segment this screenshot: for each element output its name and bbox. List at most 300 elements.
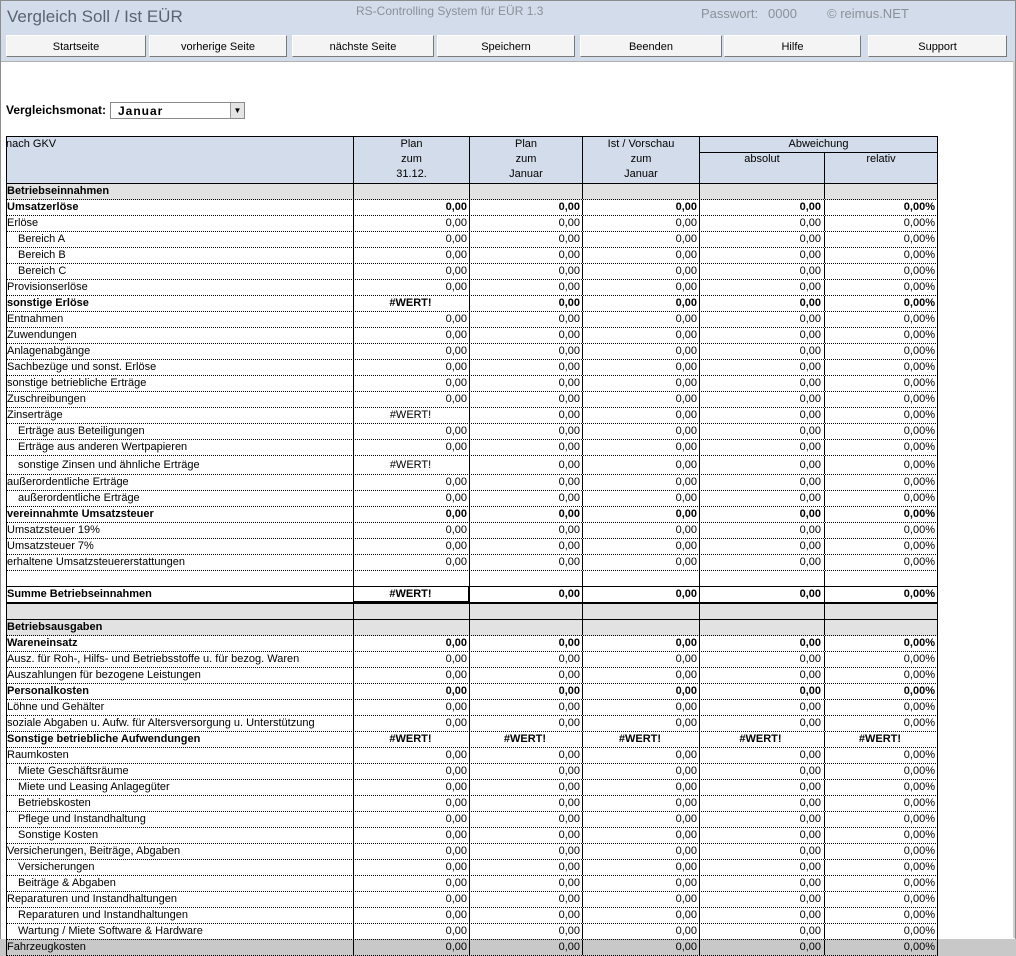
plan-year-cell[interactable]: 0,00	[445, 925, 467, 937]
plan-month-cell[interactable]: 0,00	[558, 717, 580, 729]
deviation-relative-cell[interactable]: 0,00%	[903, 556, 935, 568]
column-divider	[937, 216, 938, 231]
plan-month-cell[interactable]: 0,00	[558, 492, 580, 504]
plan-year-cell[interactable]: #WERT!	[389, 733, 432, 745]
column-divider	[937, 344, 938, 359]
actual-cell[interactable]: 0,00	[675, 377, 697, 389]
plan-month-cell[interactable]: 0,00	[558, 508, 580, 520]
plan-month-cell[interactable]: 0,00	[558, 345, 580, 357]
actual-cell[interactable]: 0,00	[675, 701, 697, 713]
plan-month-cell[interactable]: 0,00	[558, 781, 580, 793]
deviation-relative-cell[interactable]: 0,00%	[903, 281, 935, 293]
plan-year-cell[interactable]: 0,00	[445, 877, 467, 889]
actual-cell[interactable]: 0,00	[675, 653, 697, 665]
deviation-absolute-cell[interactable]: 0,00	[799, 393, 821, 405]
quit-button[interactable]: Beenden	[580, 35, 722, 57]
plan-month-cell[interactable]: 0,00	[558, 313, 580, 325]
deviation-absolute-cell[interactable]: 0,00	[799, 281, 821, 293]
plan-month-cell[interactable]: #WERT!	[503, 733, 547, 745]
plan-month-cell[interactable]: 0,00	[558, 524, 580, 536]
column-divider	[6, 908, 7, 923]
table-row	[6, 392, 938, 408]
deviation-relative-cell[interactable]: 0,00%	[903, 249, 935, 261]
plan-year-cell[interactable]: 0,00	[445, 829, 467, 841]
support-button[interactable]: Support	[868, 35, 1007, 57]
deviation-absolute-cell[interactable]: 0,00	[799, 377, 821, 389]
actual-cell[interactable]: 0,00	[675, 893, 697, 905]
deviation-absolute-cell[interactable]: 0,00	[799, 441, 821, 453]
row-label: Fahrzeugkosten	[7, 941, 86, 953]
actual-cell[interactable]: 0,00	[675, 476, 697, 488]
plan-year-cell[interactable]: 0,00	[445, 556, 467, 568]
column-divider	[937, 248, 938, 263]
plan-month-cell[interactable]: 0,00	[558, 217, 580, 229]
table-row	[6, 456, 938, 475]
table-row	[6, 684, 938, 700]
actual-cell[interactable]: 0,00	[675, 637, 697, 649]
deviation-relative-cell[interactable]: 0,00%	[903, 749, 935, 761]
actual-cell[interactable]: 0,00	[675, 909, 697, 921]
deviation-relative-cell[interactable]: 0,00%	[903, 861, 935, 873]
actual-cell[interactable]: 0,00	[675, 829, 697, 841]
actual-cell[interactable]: 0,00	[675, 781, 697, 793]
deviation-relative-cell[interactable]: 0,00%	[903, 669, 935, 681]
actual-cell[interactable]: 0,00	[675, 265, 697, 277]
deviation-relative-cell[interactable]: 0,00%	[903, 313, 935, 325]
help-button[interactable]: Hilfe	[724, 35, 861, 57]
plan-month-cell[interactable]: 0,00	[558, 281, 580, 293]
plan-month-cell[interactable]: 0,00	[558, 425, 580, 437]
plan-month-cell[interactable]: 0,00	[558, 765, 580, 777]
plan-month-cell[interactable]: 0,00	[558, 441, 580, 453]
deviation-absolute-cell[interactable]: 0,00	[799, 797, 821, 809]
plan-year-cell[interactable]: 0,00	[445, 893, 467, 905]
deviation-relative-cell[interactable]: 0,00%	[903, 540, 935, 552]
deviation-relative-cell[interactable]: 0,00%	[903, 653, 935, 665]
table-row	[6, 892, 938, 908]
plan-year-cell[interactable]: 0,00	[445, 281, 467, 293]
plan-year-cell[interactable]: 0,00	[445, 653, 467, 665]
deviation-absolute-cell[interactable]: 0,00	[799, 637, 821, 649]
table-row	[6, 620, 938, 636]
plan-year-cell[interactable]: 0,00	[445, 329, 467, 341]
actual-cell[interactable]: 0,00	[675, 877, 697, 889]
deviation-absolute-cell[interactable]: 0,00	[799, 893, 821, 905]
actual-cell[interactable]: 0,00	[675, 393, 697, 405]
actual-cell[interactable]: 0,00	[675, 749, 697, 761]
plan-month-cell[interactable]: 0,00	[558, 201, 580, 213]
plan-year-cell[interactable]: #WERT!	[389, 297, 432, 309]
plan-year-cell[interactable]: 0,00	[445, 441, 467, 453]
deviation-relative-cell[interactable]: 0,00%	[903, 377, 935, 389]
plan-year-cell[interactable]: 0,00	[445, 797, 467, 809]
password-value: 0000	[768, 6, 797, 21]
plan-year-cell[interactable]: 0,00	[445, 201, 467, 213]
column-divider	[937, 940, 938, 955]
plan-month-cell[interactable]: 0,00	[558, 669, 580, 681]
actual-cell[interactable]: 0,00	[675, 556, 697, 568]
deviation-absolute-cell[interactable]: 0,00	[799, 701, 821, 713]
deviation-relative-cell[interactable]: 0,00%	[903, 588, 935, 600]
column-divider	[937, 312, 938, 327]
column-divider	[6, 424, 7, 439]
deviation-relative-cell[interactable]: 0,00%	[903, 425, 935, 437]
deviation-absolute-cell[interactable]: 0,00	[799, 813, 821, 825]
deviation-absolute-cell[interactable]: 0,00	[799, 941, 821, 953]
column-divider	[6, 232, 7, 247]
actual-cell[interactable]: 0,00	[675, 717, 697, 729]
actual-cell[interactable]: 0,00	[675, 813, 697, 825]
deviation-absolute-cell[interactable]: 0,00	[799, 845, 821, 857]
header-plan-year-line3: 31.12.	[396, 168, 427, 180]
deviation-absolute-cell[interactable]: 0,00	[799, 829, 821, 841]
plan-year-cell[interactable]: 0,00	[445, 249, 467, 261]
table-row	[6, 216, 938, 232]
plan-year-cell[interactable]: 0,00	[445, 941, 467, 953]
column-divider	[937, 184, 938, 199]
column-divider	[6, 876, 7, 891]
plan-year-cell[interactable]: 0,00	[445, 909, 467, 921]
deviation-relative-cell[interactable]: 0,00%	[903, 877, 935, 889]
previous-page-button[interactable]: vorherige Seite	[149, 35, 287, 57]
plan-year-cell[interactable]: 0,00	[445, 637, 467, 649]
actual-cell[interactable]: 0,00	[675, 765, 697, 777]
plan-year-cell[interactable]: #WERT!	[389, 588, 432, 600]
column-divider	[469, 620, 470, 635]
actual-cell[interactable]: 0,00	[675, 492, 697, 504]
deviation-relative-cell[interactable]: 0,00%	[903, 829, 935, 841]
actual-cell[interactable]: 0,00	[675, 685, 697, 697]
actual-cell[interactable]: 0,00	[675, 361, 697, 373]
deviation-relative-cell[interactable]: 0,00%	[903, 329, 935, 341]
deviation-absolute-cell[interactable]: 0,00	[799, 781, 821, 793]
table-row	[6, 636, 938, 652]
column-divider	[937, 280, 938, 295]
plan-month-cell[interactable]: 0,00	[558, 925, 580, 937]
plan-month-cell[interactable]: 0,00	[558, 249, 580, 261]
actual-cell[interactable]: 0,00	[675, 459, 697, 471]
table-row	[6, 280, 938, 296]
plan-year-cell[interactable]: 0,00	[445, 217, 467, 229]
deviation-absolute-cell[interactable]: 0,00	[799, 233, 821, 245]
column-divider	[6, 924, 7, 939]
plan-year-cell[interactable]: #WERT!	[389, 459, 432, 471]
row-label: Anlagenabgänge	[7, 345, 91, 357]
deviation-absolute-cell[interactable]: 0,00	[799, 540, 821, 552]
header-plan-year-line1: Plan	[400, 138, 423, 150]
startseite-button[interactable]: Startseite	[6, 35, 146, 57]
plan-year-cell[interactable]: 0,00	[445, 540, 467, 552]
plan-month-cell[interactable]: 0,00	[558, 653, 580, 665]
actual-cell[interactable]: #WERT!	[618, 733, 662, 745]
plan-year-cell[interactable]: 0,00	[445, 265, 467, 277]
deviation-relative-cell[interactable]: 0,00%	[903, 233, 935, 245]
deviation-absolute-cell[interactable]: 0,00	[799, 925, 821, 937]
deviation-absolute-cell[interactable]: 0,00	[799, 492, 821, 504]
deviation-relative-cell[interactable]: 0,00%	[903, 459, 935, 471]
header-plan-month-line3: Januar	[509, 168, 543, 180]
column-divider	[469, 184, 470, 199]
deviation-absolute-cell[interactable]: 0,00	[799, 345, 821, 357]
deviation-absolute-cell[interactable]: 0,00	[799, 409, 821, 421]
deviation-absolute-cell[interactable]: 0,00	[799, 861, 821, 873]
month-select[interactable]	[110, 102, 245, 119]
actual-cell[interactable]: 0,00	[675, 217, 697, 229]
header-deviation: Abweichung	[788, 138, 849, 150]
plan-month-cell[interactable]: 0,00	[558, 377, 580, 389]
column-divider	[937, 523, 938, 538]
actual-cell[interactable]: 0,00	[675, 925, 697, 937]
plan-month-cell[interactable]: 0,00	[558, 265, 580, 277]
table-row	[6, 652, 938, 668]
deviation-absolute-cell[interactable]: 0,00	[799, 669, 821, 681]
plan-year-cell[interactable]: 0,00	[445, 845, 467, 857]
row-label: außerordentliche Erträge	[18, 492, 140, 504]
plan-month-cell[interactable]: 0,00	[558, 409, 580, 421]
deviation-relative-cell[interactable]: 0,00%	[903, 845, 935, 857]
actual-cell[interactable]: 0,00	[675, 281, 697, 293]
deviation-relative-cell[interactable]: 0,00%	[903, 345, 935, 357]
plan-month-cell[interactable]: 0,00	[558, 329, 580, 341]
plan-year-cell[interactable]: 0,00	[445, 425, 467, 437]
row-label: Betriebsausgaben	[7, 621, 103, 633]
actual-cell[interactable]: 0,00	[675, 669, 697, 681]
deviation-relative-cell[interactable]: 0,00%	[903, 508, 935, 520]
deviation-absolute-cell[interactable]: 0,00	[799, 476, 821, 488]
row-label: Reparaturen und Instandhaltungen	[18, 909, 189, 921]
plan-month-cell[interactable]: 0,00	[558, 829, 580, 841]
actual-cell[interactable]: 0,00	[675, 861, 697, 873]
plan-month-cell[interactable]: 0,00	[558, 556, 580, 568]
deviation-relative-cell[interactable]: 0,00%	[903, 265, 935, 277]
deviation-absolute-cell[interactable]: 0,00	[799, 765, 821, 777]
deviation-absolute-cell[interactable]: 0,00	[799, 717, 821, 729]
row-label: Erträge aus anderen Wertpapieren	[18, 441, 188, 453]
plan-month-cell[interactable]: 0,00	[558, 797, 580, 809]
plan-month-cell[interactable]: 0,00	[558, 813, 580, 825]
plan-month-cell[interactable]: 0,00	[558, 361, 580, 373]
deviation-absolute-cell[interactable]: 0,00	[799, 459, 821, 471]
table-row	[6, 248, 938, 264]
deviation-absolute-cell[interactable]: #WERT!	[739, 733, 782, 745]
deviation-absolute-cell[interactable]: 0,00	[799, 265, 821, 277]
actual-cell[interactable]: 0,00	[675, 329, 697, 341]
column-divider	[937, 924, 938, 939]
actual-cell[interactable]: 0,00	[675, 425, 697, 437]
deviation-relative-cell[interactable]: 0,00%	[903, 701, 935, 713]
actual-cell[interactable]: 0,00	[675, 508, 697, 520]
column-divider	[353, 571, 354, 586]
deviation-absolute-cell[interactable]: 0,00	[799, 749, 821, 761]
deviation-absolute-cell[interactable]: 0,00	[799, 685, 821, 697]
column-divider	[937, 587, 938, 602]
plan-year-cell[interactable]: #WERT!	[389, 409, 432, 421]
deviation-relative-cell[interactable]: 0,00%	[903, 781, 935, 793]
deviation-relative-cell[interactable]: 0,00%	[903, 524, 935, 536]
actual-cell[interactable]: 0,00	[675, 797, 697, 809]
deviation-absolute-cell[interactable]: 0,00	[799, 877, 821, 889]
deviation-relative-cell[interactable]: 0,00%	[903, 409, 935, 421]
deviation-absolute-cell[interactable]: 0,00	[799, 425, 821, 437]
deviation-absolute-cell[interactable]: 0,00	[799, 201, 821, 213]
plan-month-cell[interactable]: 0,00	[558, 297, 580, 309]
plan-month-cell[interactable]: 0,00	[558, 893, 580, 905]
row-label: Auszahlungen für bezogene Leistungen	[7, 669, 201, 681]
plan-year-cell[interactable]: 0,00	[445, 361, 467, 373]
plan-year-cell[interactable]: 0,00	[445, 669, 467, 681]
actual-cell[interactable]: 0,00	[675, 201, 697, 213]
deviation-relative-cell[interactable]: 0,00%	[903, 813, 935, 825]
deviation-relative-cell[interactable]: 0,00%	[903, 909, 935, 921]
page-title: Vergleich Soll / Ist EÜR	[7, 7, 183, 26]
deviation-absolute-cell[interactable]: 0,00	[799, 508, 821, 520]
deviation-relative-cell[interactable]: 0,00%	[903, 476, 935, 488]
plan-year-cell[interactable]: 0,00	[445, 345, 467, 357]
next-page-button[interactable]: nächste Seite	[292, 35, 434, 57]
plan-month-cell[interactable]: 0,00	[558, 845, 580, 857]
deviation-absolute-cell[interactable]: 0,00	[799, 329, 821, 341]
dropdown-arrow-icon[interactable]: ▼	[230, 103, 244, 118]
nav-toolbar	[1, 33, 1015, 61]
deviation-relative-cell[interactable]: 0,00%	[903, 925, 935, 937]
plan-month-cell[interactable]: 0,00	[558, 685, 580, 697]
actual-cell[interactable]: 0,00	[675, 441, 697, 453]
column-divider	[6, 604, 7, 619]
actual-cell[interactable]: 0,00	[675, 524, 697, 536]
plan-month-cell[interactable]: 0,00	[558, 909, 580, 921]
table-row	[6, 860, 938, 876]
column-divider	[937, 636, 938, 651]
plan-year-cell[interactable]: 0,00	[445, 685, 467, 697]
plan-month-cell[interactable]: 0,00	[558, 233, 580, 245]
deviation-relative-cell[interactable]: 0,00%	[903, 941, 935, 953]
deviation-absolute-cell[interactable]: 0,00	[799, 524, 821, 536]
row-label: Zinserträge	[7, 409, 63, 421]
deviation-absolute-cell[interactable]: 0,00	[799, 588, 821, 600]
actual-cell[interactable]: 0,00	[675, 845, 697, 857]
plan-month-cell[interactable]: 0,00	[558, 701, 580, 713]
plan-year-cell[interactable]: 0,00	[445, 861, 467, 873]
column-divider	[824, 620, 825, 635]
table-row	[6, 732, 938, 748]
row-label: sonstige Erlöse	[7, 297, 89, 309]
plan-month-cell[interactable]: 0,00	[558, 540, 580, 552]
deviation-relative-cell[interactable]: 0,00%	[903, 441, 935, 453]
plan-year-cell[interactable]: 0,00	[445, 233, 467, 245]
header-absolute: absolut	[744, 153, 780, 165]
plan-year-cell[interactable]: 0,00	[445, 813, 467, 825]
row-label: Raumkosten	[7, 749, 69, 761]
plan-month-cell[interactable]: 0,00	[558, 877, 580, 889]
actual-cell[interactable]: 0,00	[675, 941, 697, 953]
actual-cell[interactable]: 0,00	[675, 233, 697, 245]
plan-year-cell[interactable]: 0,00	[445, 313, 467, 325]
plan-year-cell[interactable]: 0,00	[445, 476, 467, 488]
deviation-relative-cell[interactable]: 0,00%	[903, 361, 935, 373]
plan-year-cell[interactable]: 0,00	[445, 701, 467, 713]
actual-cell[interactable]: 0,00	[675, 297, 697, 309]
deviation-absolute-cell[interactable]: 0,00	[799, 556, 821, 568]
deviation-relative-cell[interactable]: 0,00%	[903, 685, 935, 697]
actual-cell[interactable]: 0,00	[675, 345, 697, 357]
row-label: Sonstige betriebliche Aufwendungen	[7, 733, 201, 745]
column-divider	[937, 491, 938, 506]
deviation-absolute-cell[interactable]: 0,00	[799, 217, 821, 229]
deviation-absolute-cell[interactable]: 0,00	[799, 361, 821, 373]
deviation-relative-cell[interactable]: 0,00%	[903, 893, 935, 905]
plan-month-cell[interactable]: 0,00	[558, 393, 580, 405]
plan-month-cell[interactable]: 0,00	[558, 861, 580, 873]
deviation-absolute-cell[interactable]: 0,00	[799, 297, 821, 309]
table-header	[6, 136, 938, 184]
column-divider	[937, 764, 938, 779]
deviation-relative-cell[interactable]: 0,00%	[903, 201, 935, 213]
plan-year-cell[interactable]: 0,00	[445, 781, 467, 793]
deviation-absolute-cell[interactable]: 0,00	[799, 909, 821, 921]
table-row	[6, 940, 938, 956]
table-row	[6, 376, 938, 392]
actual-cell[interactable]: 0,00	[675, 540, 697, 552]
header-plan-month-line2: zum	[515, 153, 537, 165]
deviation-relative-cell[interactable]: #WERT!	[858, 733, 902, 745]
save-button[interactable]: Speichern	[437, 35, 575, 57]
deviation-absolute-cell[interactable]: 0,00	[799, 653, 821, 665]
deviation-relative-cell[interactable]: 0,00%	[903, 765, 935, 777]
column-divider	[937, 555, 938, 570]
plan-year-cell[interactable]: 0,00	[445, 377, 467, 389]
header-actual-line1: Ist / Vorschau	[607, 138, 675, 150]
row-label: Entnahmen	[7, 313, 64, 325]
plan-year-cell[interactable]: 0,00	[445, 717, 467, 729]
plan-month-cell[interactable]: 0,00	[558, 749, 580, 761]
actual-cell[interactable]: 0,00	[675, 249, 697, 261]
deviation-relative-cell[interactable]: 0,00%	[903, 797, 935, 809]
row-label: Umsatzerlöse	[7, 201, 79, 213]
plan-month-cell[interactable]: 0,00	[558, 476, 580, 488]
plan-year-cell[interactable]: 0,00	[445, 524, 467, 536]
plan-month-cell[interactable]: 0,00	[558, 637, 580, 649]
title-bar	[1, 1, 1015, 33]
plan-month-cell[interactable]: 0,00	[558, 941, 580, 953]
actual-cell[interactable]: 0,00	[675, 588, 697, 600]
deviation-relative-cell[interactable]: 0,00%	[903, 297, 935, 309]
deviation-relative-cell[interactable]: 0,00%	[903, 717, 935, 729]
deviation-relative-cell[interactable]: 0,00%	[903, 492, 935, 504]
deviation-absolute-cell[interactable]: 0,00	[799, 313, 821, 325]
plan-month-cell[interactable]: 0,00	[558, 588, 580, 600]
plan-year-cell[interactable]: 0,00	[445, 508, 467, 520]
deviation-relative-cell[interactable]: 0,00%	[903, 217, 935, 229]
header-plan-year-line2: zum	[401, 153, 422, 165]
plan-month-cell[interactable]: 0,00	[558, 459, 580, 471]
column-divider	[937, 860, 938, 875]
actual-cell[interactable]: 0,00	[675, 313, 697, 325]
plan-year-cell[interactable]: 0,00	[445, 393, 467, 405]
plan-year-cell[interactable]: 0,00	[445, 492, 467, 504]
actual-cell[interactable]: 0,00	[675, 409, 697, 421]
row-label: Erlöse	[7, 217, 39, 229]
plan-year-cell[interactable]: 0,00	[445, 749, 467, 761]
deviation-absolute-cell[interactable]: 0,00	[799, 249, 821, 261]
deviation-relative-cell[interactable]: 0,00%	[903, 393, 935, 405]
row-label: Beiträge & Abgaben	[18, 877, 116, 889]
plan-year-cell[interactable]: 0,00	[445, 765, 467, 777]
row-label: Sachbezüge und sonst. Erlöse	[7, 361, 157, 373]
table-row	[6, 507, 938, 523]
header-plan-month-line1: Plan	[514, 138, 538, 150]
deviation-relative-cell[interactable]: 0,00%	[903, 637, 935, 649]
column-divider	[937, 424, 938, 439]
